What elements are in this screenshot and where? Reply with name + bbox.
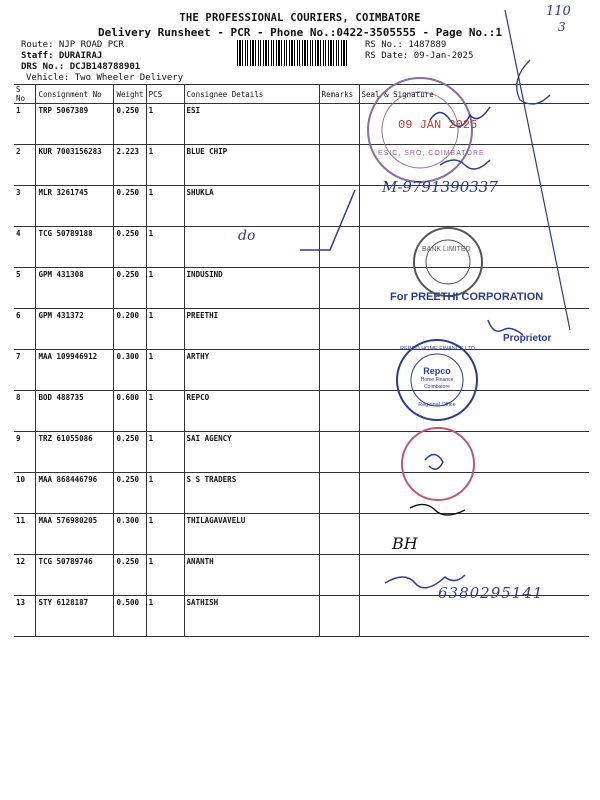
row-consignment-no: MAA 576980205 xyxy=(36,514,114,555)
row-consignee: REPCO xyxy=(184,391,319,432)
check-mark-row4 xyxy=(300,190,355,250)
proprietor-label: Proprietor xyxy=(503,333,552,344)
row-pcs: 1 xyxy=(146,391,184,432)
row-weight: 0.300 xyxy=(114,514,146,555)
row-sno: 7 xyxy=(14,350,36,391)
row-consignee: S S TRADERS xyxy=(184,473,319,514)
signature-row2 xyxy=(440,160,490,169)
signature-row11 xyxy=(410,504,465,515)
col-pcs: PCS xyxy=(146,85,184,104)
repco-stamp-sub3: Regional Office xyxy=(418,402,456,408)
rs-date: RS Date: 09-Jan-2025 xyxy=(365,51,474,61)
row-pcs: 1 xyxy=(146,104,184,145)
col-consignee: Consignee Details xyxy=(184,85,319,104)
row-sno: 10 xyxy=(14,473,36,514)
staff-label: Staff: DURAIRAJ xyxy=(21,51,103,61)
row-weight: 0.250 xyxy=(114,473,146,514)
row-consignment-no: BOD 488735 xyxy=(36,391,114,432)
row-sno: 8 xyxy=(14,391,36,432)
col-weight: Weight xyxy=(114,85,146,104)
bank-stamp-text: BANK LIMITED xyxy=(422,246,471,253)
row-pcs: 1 xyxy=(146,432,184,473)
row-pcs: 1 xyxy=(146,227,184,268)
row-sno: 11 xyxy=(14,514,36,555)
row-pcs: 1 xyxy=(146,186,184,227)
row-consignee: PREETHI xyxy=(184,309,319,350)
row-consignment-no: MAA 109946912 xyxy=(36,350,114,391)
ink-stroke-diagonal xyxy=(505,10,570,330)
row-weight: 0.250 xyxy=(114,555,146,596)
esi-stamp-date: 09 JAN 2025 xyxy=(398,118,478,132)
repco-stamp-sub1: Home Finance xyxy=(420,377,454,383)
col-seal-signature: Seal & Signature xyxy=(359,85,589,104)
row-consignment-no: TCG 50789188 xyxy=(36,227,114,268)
row-consignment-no: GPM 431372 xyxy=(36,309,114,350)
row-weight: 0.250 xyxy=(114,268,146,309)
row-consignment-no: KUR 7003156283 xyxy=(36,145,114,186)
row-sno: 13 xyxy=(14,596,36,637)
row-consignment-no: MAA 868446796 xyxy=(36,473,114,514)
row-consignment-no: TCG 50789746 xyxy=(36,555,114,596)
row-sno: 6 xyxy=(14,309,36,350)
row-weight: 0.300 xyxy=(114,350,146,391)
esi-stamp-text: ESIC, SRO, COIMBATORE xyxy=(378,150,485,157)
handwritten-count: 110 xyxy=(546,4,571,19)
bank-stamp-ring xyxy=(414,228,482,296)
row-consignment-no: MLR 3261745 xyxy=(36,186,114,227)
row-weight: 2.223 xyxy=(114,145,146,186)
row-consignee: THILAGAVAVELU xyxy=(184,514,319,555)
row-consignee: SATHISH xyxy=(184,596,319,637)
row-sno: 12 xyxy=(14,555,36,596)
drs-number: DRS No.: DCJB148788901 xyxy=(21,62,141,72)
row-weight: 0.500 xyxy=(114,596,146,637)
row-weight: 0.250 xyxy=(114,432,146,473)
row-pcs: 1 xyxy=(146,555,184,596)
row-consignee: ESI xyxy=(184,104,319,145)
row-pcs: 1 xyxy=(146,473,184,514)
row-sno: 5 xyxy=(14,268,36,309)
sai-agency-stamp-ring xyxy=(402,428,474,500)
repco-stamp-brand: Repco xyxy=(423,366,451,376)
row-consignee: BLUE CHIP xyxy=(184,145,319,186)
row-weight: 0.250 xyxy=(114,104,146,145)
vehicle-label: Vehicle: Two Wheeler Delivery xyxy=(26,73,184,83)
row-weight: 0.250 xyxy=(114,227,146,268)
col-remarks: Remarks xyxy=(319,85,359,104)
ink-loop xyxy=(517,60,550,104)
phone-handwritten-row3: M-9791390337 xyxy=(382,178,498,196)
row-consignment-no: STY 6128187 xyxy=(36,596,114,637)
row-consignment-no: TRZ 61055086 xyxy=(36,432,114,473)
row-weight: 0.600 xyxy=(114,391,146,432)
row-pcs: 1 xyxy=(146,268,184,309)
row-pcs: 1 xyxy=(146,145,184,186)
row-pcs: 1 xyxy=(146,596,184,637)
row-weight: 0.200 xyxy=(114,309,146,350)
row-sno: 9 xyxy=(14,432,36,473)
row-consignee: SAI AGENCY xyxy=(184,432,319,473)
row-consignee: ARTHY xyxy=(184,350,319,391)
col-sno: S No xyxy=(14,85,36,104)
repco-stamp-sub2: Coimbatore xyxy=(424,384,450,390)
runsheet-subtitle: Delivery Runsheet - PCR - Phone No.:0422-3505555 - Page No.:1 xyxy=(98,26,502,39)
row-sno: 4 xyxy=(14,227,36,268)
preethi-stamp: For PREETHI CORPORATION xyxy=(390,291,544,303)
company-title: THE PROFESSIONAL COURIERS, COIMBATORE xyxy=(179,12,421,24)
signature-row10 xyxy=(425,454,443,469)
row-consignee: SHUKLA xyxy=(184,186,319,227)
handwritten-count-sub: 3 xyxy=(558,20,566,34)
repco-stamp-ring-text: REPCO HOME FINANCE LTD xyxy=(400,346,475,352)
col-consignment: Consignment No xyxy=(36,85,114,104)
row-pcs: 1 xyxy=(146,309,184,350)
row-consignee: ANANTH xyxy=(184,555,319,596)
row-pcs: 1 xyxy=(146,514,184,555)
row-sno: 3 xyxy=(14,186,36,227)
row-consignment-no: TRP 5067389 xyxy=(36,104,114,145)
row-consignee: INDUSIND xyxy=(184,268,319,309)
row-consignment-no: GPM 431308 xyxy=(36,268,114,309)
row-sno: 2 xyxy=(14,145,36,186)
ditto-mark: do xyxy=(238,228,256,244)
row-weight: 0.250 xyxy=(114,186,146,227)
rs-number: RS No.: 1487889 xyxy=(365,40,447,50)
phone-handwritten-row13: 6380295141 xyxy=(438,584,544,602)
row-pcs: 1 xyxy=(146,350,184,391)
initials-row12: BH xyxy=(392,534,418,553)
row-sno: 1 xyxy=(14,104,36,145)
route-label: Route: NJP ROAD PCR xyxy=(21,40,124,50)
